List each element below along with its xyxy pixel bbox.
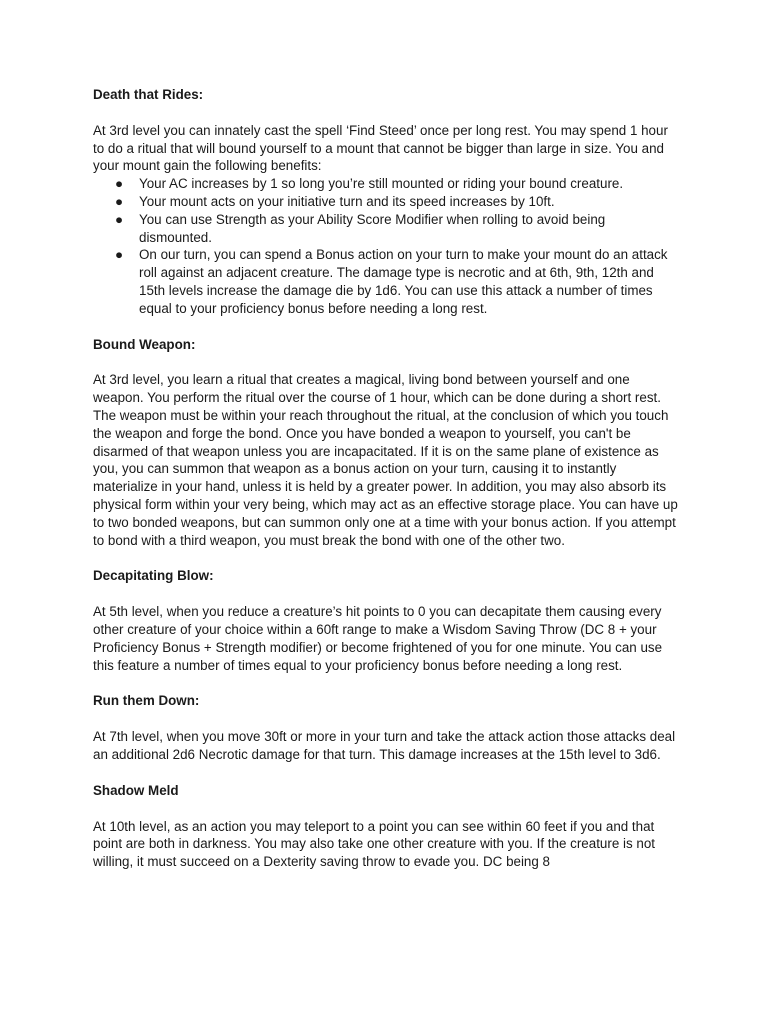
- bullet-icon: ●: [115, 211, 124, 227]
- list-item: [93, 193, 681, 211]
- section-heading-decapitating-blow: Decapitating Blow:: [93, 568, 214, 584]
- list-item-text: You can use Strength as your Ability Score Modifier when rolling to avoid being dismounted.: [139, 211, 606, 245]
- document-page: [93, 86, 681, 871]
- section-heading-death-that-rides: Death that Rides:: [93, 87, 204, 102]
- section-paragraph-bound-weapon: At 3rd level, you learn a ritual that creates a magical, living bond between yourself and one weapon. You perform the ritual over the course of 1 hour, which can be done during a short rest. The weapon must be within your reach throughout the ritual, at the conclusion of which you touch the weapon and forge the bond. Once you have bonded a weapon to yourself, you can't be disarmed of that weapon unless you are incapacitated. If it is on the same plane of existence as you, you can summon that weapon as a bonus action on your turn, causing it to instantly materialize in your hand, unless it is held by a greater power. In addition, you may also absorb its physical form within your very being, which may act as an effective storage place. You can have up to two bonded weapons, but can summon only one at a time with your bonus action. If you attempt to bond with a third weapon, you must break the bond with one of the other two.: [93, 372, 678, 548]
- section-paragraph-run-them-down: At 7th level, when you move 30ft or more in your turn and take the attack action those attacks deal an additional 2d6 Necrotic damage for that turn. This damage increases at the 15th level to 3d6.: [93, 729, 676, 762]
- section-heading-bound-weapon: Bound Weapon:: [93, 336, 196, 352]
- section-paragraph-decapitating-blow: At 5th level, when you reduce a creature’s hit points to 0 you can decapitate them causing every other creature of your choice within a 60ft range to make a Wisdom Saving Throw (DC 8 + your Proficiency Bonus + Strength modifier) or become frightened of you for one minute. You can use this feature a number of times equal to your proficiency bonus before needing a long rest.: [93, 604, 663, 673]
- bullet-icon: ●: [115, 193, 124, 209]
- list-item: [93, 211, 681, 247]
- list-item-text: Your mount acts on your initiative turn and its speed increases by 10ft.: [139, 193, 555, 209]
- benefits-list: [93, 175, 681, 317]
- bullet-icon: ●: [115, 247, 124, 263]
- section-paragraph-shadow-meld: At 10th level, as an action you may teleport to a point you can see within 60 feet if you and that point are both in darkness. You may also take one other creature with you. If the creature is not willing, it must succeed on a Dexterity saving throw to evade you. DC being 8: [93, 818, 655, 870]
- list-item: [93, 246, 681, 317]
- list-item-text: On our turn, you can spend a Bonus action on your turn to make your mount do an attack roll against an adjacent creature. The damage type is necrotic and at 6th, 9th, 12th and 15th levels increase the damage die by 1d6. You can use this attack a number of times equal to your proficiency bonus before needing a long rest.: [139, 247, 668, 316]
- list-item: [93, 175, 681, 193]
- bullet-icon: ●: [115, 176, 124, 192]
- section-paragraph-death-that-rides: At 3rd level you can innately cast the spell ‘Find Steed’ once per long rest. You may spend 1 hour to do a ritual that will bound yourself to a mount that cannot be bigger than large in size. You and your mount gain the following benefits:: [93, 122, 668, 174]
- section-heading-run-them-down: Run them Down:: [93, 693, 200, 709]
- section-heading-shadow-meld: Shadow Meld: [93, 782, 179, 798]
- list-item-text: Your AC increases by 1 so long you’re still mounted or riding your bound creature.: [139, 176, 624, 192]
